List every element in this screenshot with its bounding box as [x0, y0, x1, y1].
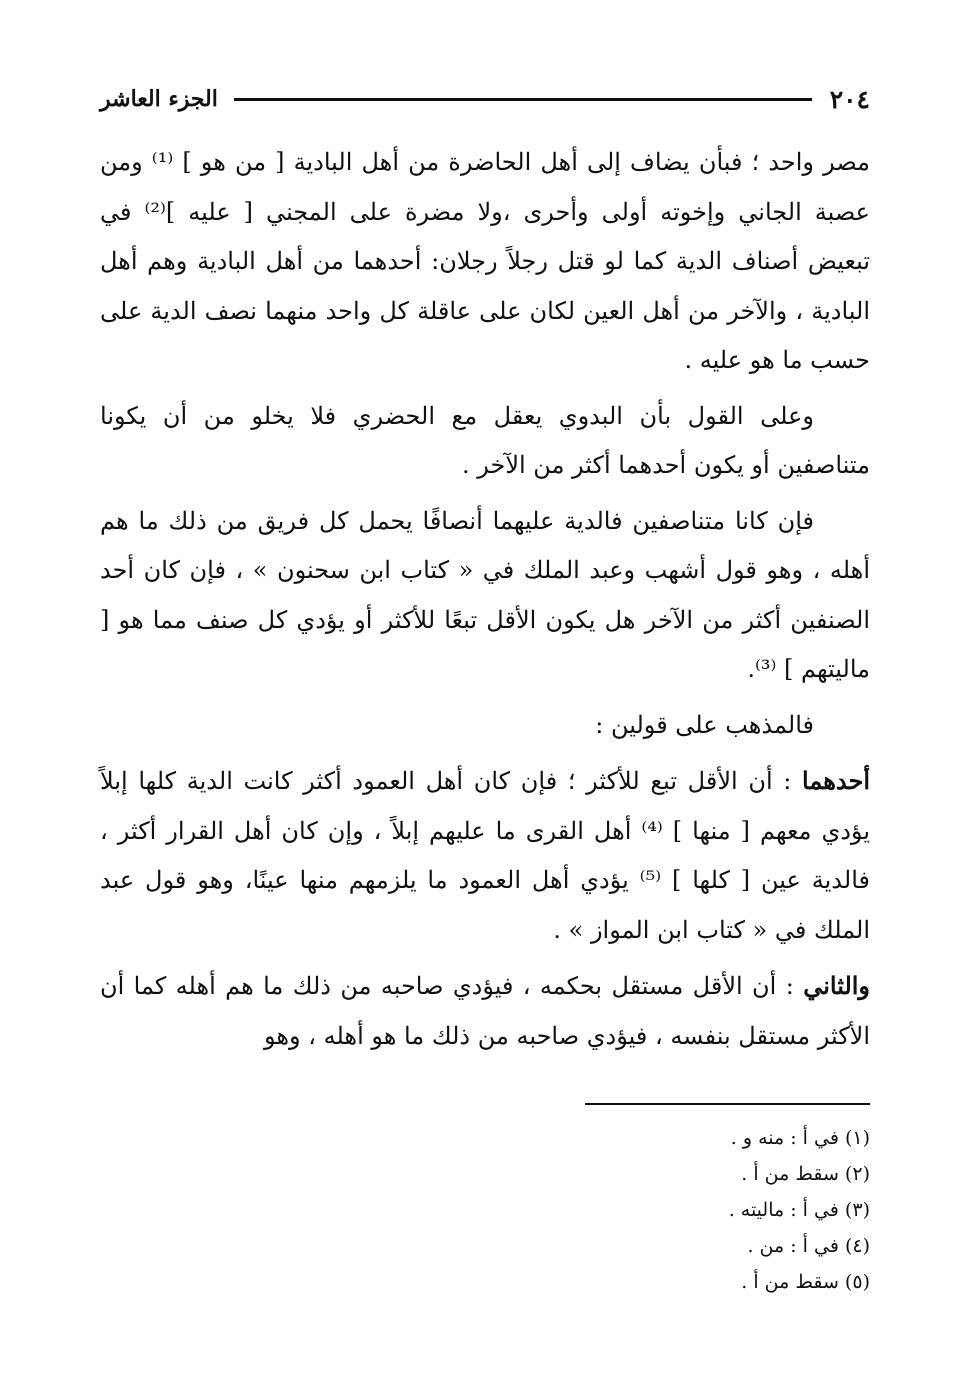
page-number: ٢٠٤: [829, 84, 870, 114]
paragraph-text: : أن الأقل مستقل بحكمه ، فيؤدي صاحبه من ذلك ما هم أهله كما أن الأكثر مستقل بنفسه ، فيؤدي صاحبه من ذلك ما هو أهله ، وهو: [100, 972, 870, 1050]
main-text: [100, 138, 870, 1067]
paragraph-text: فالمذهب على قولين :: [595, 710, 814, 739]
paragraph-text: وعلى القول بأن البدوي يعقل مع الحضري فلا يخلو من أن يكونا متناصفين أو يكون أحدهما أكثر من الآخر .: [100, 401, 870, 479]
footnote-separator: [585, 1103, 870, 1105]
paragraph-text: : أن الأقل تبع للأكثر ؛ فإن كان أهل العمود أكثر كانت الدية كلها إبلاً يؤدي معهم [ منها ] ⁽⁴⁾ أهل القرى ما عليهم إبلاً ، وإن كان أهل القرار أكثر ، فالدية عين [ كلها ] ⁽⁵⁾ يؤدي أهل العمود ما يلزمهم منها عينًا، وهو قول عبد الملك في « كتاب ابن المواز » .: [100, 767, 871, 944]
paragraph-5: [100, 756, 870, 955]
paragraph-4: [100, 701, 870, 751]
footnote-2: (٢) سقط من أ .: [741, 1163, 870, 1185]
page-header: [100, 82, 870, 116]
running-title: الجزء العاشر: [100, 86, 218, 112]
header-rule: [234, 98, 812, 101]
paragraph-2: [100, 392, 870, 491]
paragraph-lead: أحدهما: [802, 766, 870, 795]
paragraph-text: فإن كانا متناصفين فالدية عليهما أنصافًا يحمل كل فريق من ذلك ما هم أهله ، وهو قول أشهب وعبد الملك في « كتاب ابن سحنون » ، فإن كان أحد الصنفين أكثر من الآخر هل يكون الأقل تبعًا للأكثر أو يؤدي كل صنف مما هو [ ماليتهم ] ⁽³⁾.: [100, 506, 870, 683]
paragraph-lead: والثاني: [803, 971, 871, 1000]
footnote-5: (٥) سقط من أ .: [741, 1271, 870, 1293]
paragraph-text: مصر واحد ؛ فبأن يضاف إلى أهل الحاضرة من أهل البادية [ من هو ] ⁽¹⁾ ومن عصبة الجاني وإخوته أولى وأحرى ،ولا مضرة على المجني [ عليه ]⁽²⁾ في تبعيض أصناف الدية كما لو قتل رجلاً رجلان: أحدهما من أهل البادية وهم أهل البادية ، والآخر من أهل العين لكان على عاقلة كل واحد منهما نصف الدية على حسب ما هو عليه .: [100, 148, 870, 374]
paragraph-3: [100, 497, 870, 695]
footnote-3: (٣) في أ : ماليته .: [728, 1199, 870, 1221]
paragraph-1: [100, 138, 870, 386]
footnote-4: (٤) في أ : من .: [747, 1235, 870, 1257]
paragraph-6: [100, 961, 870, 1061]
footnote-1: (١) في أ : منه و .: [730, 1127, 870, 1149]
footnotes: [500, 1120, 870, 1300]
